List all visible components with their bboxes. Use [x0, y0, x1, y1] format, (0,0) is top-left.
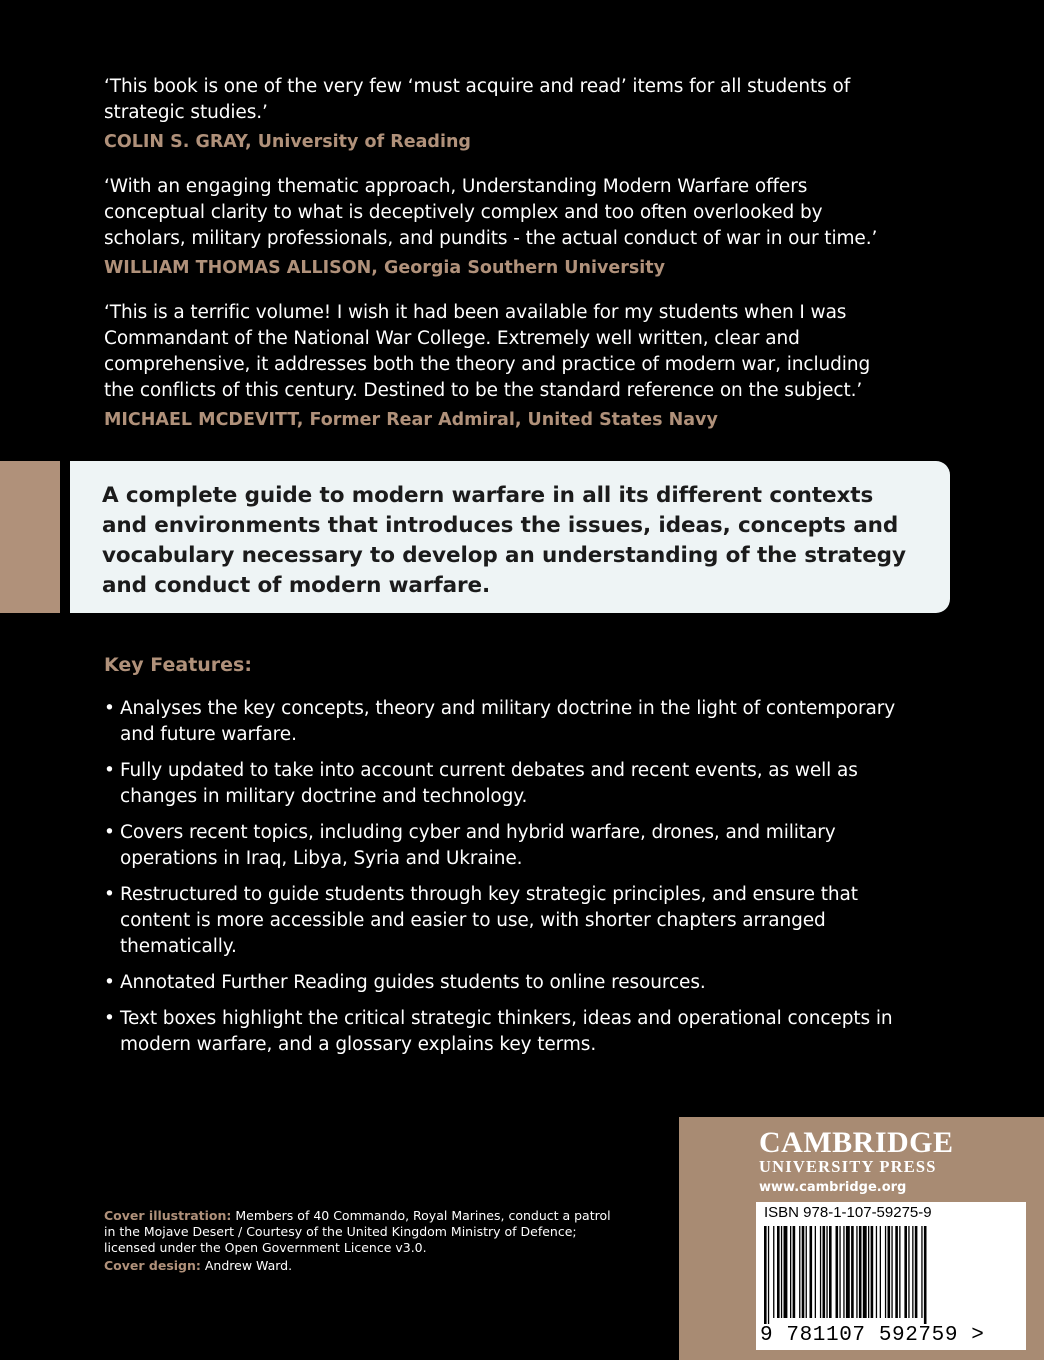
- tan-strip: [0, 461, 60, 613]
- publisher-name: CAMBRIDGE: [759, 1126, 954, 1159]
- barcode-bar: [790, 1226, 791, 1318]
- barcode-bar: [856, 1226, 857, 1318]
- key-features-heading: Key Features:: [104, 654, 252, 676]
- publisher-panel: [679, 1117, 1044, 1360]
- barcode-bar: [829, 1226, 832, 1318]
- barcode-bar: [777, 1226, 780, 1318]
- feature-text: Covers recent topics, including cyber and hybrid warfare, drones, and military operations in Iraq, Libya, Syria and Ukraine.: [120, 822, 836, 869]
- barcode-bar: [912, 1226, 913, 1318]
- barcode-bar: [820, 1226, 821, 1318]
- barcode-bar: [846, 1226, 850, 1318]
- barcode-bar: [868, 1226, 869, 1318]
- cover-illustration-credit: [104, 1208, 624, 1256]
- barcode-bar: [781, 1226, 782, 1318]
- barcode-icon: [762, 1226, 1020, 1324]
- barcode-bar: [768, 1226, 769, 1324]
- review-author: MICHAEL MCDEVITT, Former Rear Admiral, United States Navy: [104, 410, 718, 430]
- barcode-bar: [806, 1226, 807, 1318]
- feature-text: Restructured to guide students through key strategic principles, and ensure that content is more accessible and easier to use, with shorter chapters arranged thematically.: [120, 884, 858, 957]
- barcode-bar: [859, 1226, 862, 1318]
- barcode-bar: [839, 1226, 840, 1318]
- barcode-bar: [921, 1226, 922, 1318]
- bullet-icon: •: [104, 884, 115, 905]
- barcode-bar: [863, 1226, 867, 1318]
- barcode-box: [756, 1202, 1026, 1350]
- barcode-bar: [799, 1226, 800, 1318]
- feature-item: [104, 1006, 904, 1058]
- barcode-bar: [773, 1226, 774, 1318]
- barcode-bar: [895, 1226, 898, 1318]
- review-2: [104, 174, 904, 280]
- blurb-box: [70, 461, 950, 613]
- barcode-bar: [764, 1226, 767, 1324]
- bullet-icon: •: [104, 1008, 115, 1029]
- publisher-url: www.cambridge.org: [759, 1180, 907, 1195]
- blurb-text: A complete guide to modern warfare in all its different contexts and environments that introduces the issues, ideas, concepts and vocabulary necessary to develop an understanding of the strategy and conduct of modern warfare.: [102, 483, 906, 598]
- feature-text: Text boxes highlight the critical strategic thinkers, ideas and operational concepts in modern warfare, and a glossary explains key terms.: [120, 1008, 893, 1055]
- barcode-bar: [851, 1226, 854, 1318]
- cover-design-credit: [104, 1258, 624, 1274]
- credit-text: Members of 40 Commando, Royal Marines, conduct a patrol in the Mojave Desert / Courtesy of the United Kingdom Ministry of Defence; licensed under the Open Government Licence v3.0.: [104, 1208, 611, 1255]
- feature-item: [104, 970, 904, 996]
- review-3: [104, 300, 904, 432]
- barcode-bar: [823, 1226, 826, 1318]
- bullet-icon: •: [104, 972, 115, 993]
- key-features-section: [104, 652, 904, 1068]
- cover-credits: [104, 1208, 624, 1276]
- review-quote: ‘This is a terrific volume! I wish it had been available for my students when I was Commandant of the National War College. Extremely well written, clear and comprehensive, it addresses both the theory and practice of modern war, including the conflicts of this century. Destined to be the standard reference on the subject.’: [104, 302, 871, 401]
- barcode-bar: [836, 1226, 839, 1318]
- feature-item: [104, 820, 904, 872]
- barcode-bar: [793, 1226, 796, 1318]
- barcode-bar: [888, 1226, 891, 1318]
- barcode-bar: [815, 1226, 816, 1318]
- feature-text: Annotated Further Reading guides students to online resources.: [120, 972, 706, 993]
- review-quote: ‘With an engaging thematic approach, Understanding Modern Warfare offers conceptual clarity to what is deceptively complex and too often overlooked by scholars, military professionals, and pundits - the actual conduct of war in our time.’: [104, 176, 878, 249]
- barcode-bar: [880, 1226, 881, 1318]
- feature-item: [104, 758, 904, 810]
- barcode-bar: [784, 1226, 788, 1318]
- barcode-bar: [891, 1226, 892, 1318]
- barcode-bar: [915, 1226, 918, 1318]
- barcode-bar: [810, 1226, 813, 1318]
- barcode-bar: [843, 1226, 844, 1318]
- feature-text: Analyses the key concepts, theory and military doctrine in the light of contemporary and future warfare.: [120, 698, 896, 745]
- publisher-press: UNIVERSITY PRESS: [759, 1157, 937, 1176]
- feature-text: Fully updated to take into account current debates and recent events, as well as changes in military doctrine and technology.: [120, 760, 858, 807]
- review-1: [104, 74, 904, 154]
- barcode-bar: [908, 1226, 909, 1318]
- barcode-digits: 9 781107 592759 >: [760, 1324, 985, 1347]
- review-author: COLIN S. GRAY, University of Reading: [104, 132, 471, 152]
- feature-item: [104, 696, 904, 748]
- barcode-bar: [876, 1226, 877, 1318]
- credit-label: Cover design:: [104, 1258, 201, 1273]
- barcode-bar: [871, 1226, 874, 1318]
- credit-label: Cover illustration:: [104, 1208, 232, 1223]
- bullet-icon: •: [104, 698, 115, 719]
- bullet-icon: •: [104, 760, 115, 781]
- barcode-bar: [899, 1226, 900, 1318]
- feature-item: [104, 882, 904, 960]
- credit-text: Andrew Ward.: [200, 1258, 293, 1273]
- review-author: WILLIAM THOMAS ALLISON, Georgia Southern University: [104, 258, 666, 278]
- barcode-bar: [826, 1226, 827, 1318]
- bullet-icon: •: [104, 822, 115, 843]
- barcode-bar: [802, 1226, 805, 1318]
- reviews-section: [104, 74, 904, 452]
- feature-list: [104, 696, 904, 1058]
- isbn-label: ISBN 978-1-107-59275-9: [764, 1204, 932, 1221]
- barcode-bar: [885, 1226, 886, 1318]
- barcode-bar: [924, 1226, 927, 1324]
- barcode-bar: [904, 1226, 907, 1318]
- review-quote: ‘This book is one of the very few ‘must acquire and read’ items for all students of strategic studies.’: [104, 76, 851, 123]
